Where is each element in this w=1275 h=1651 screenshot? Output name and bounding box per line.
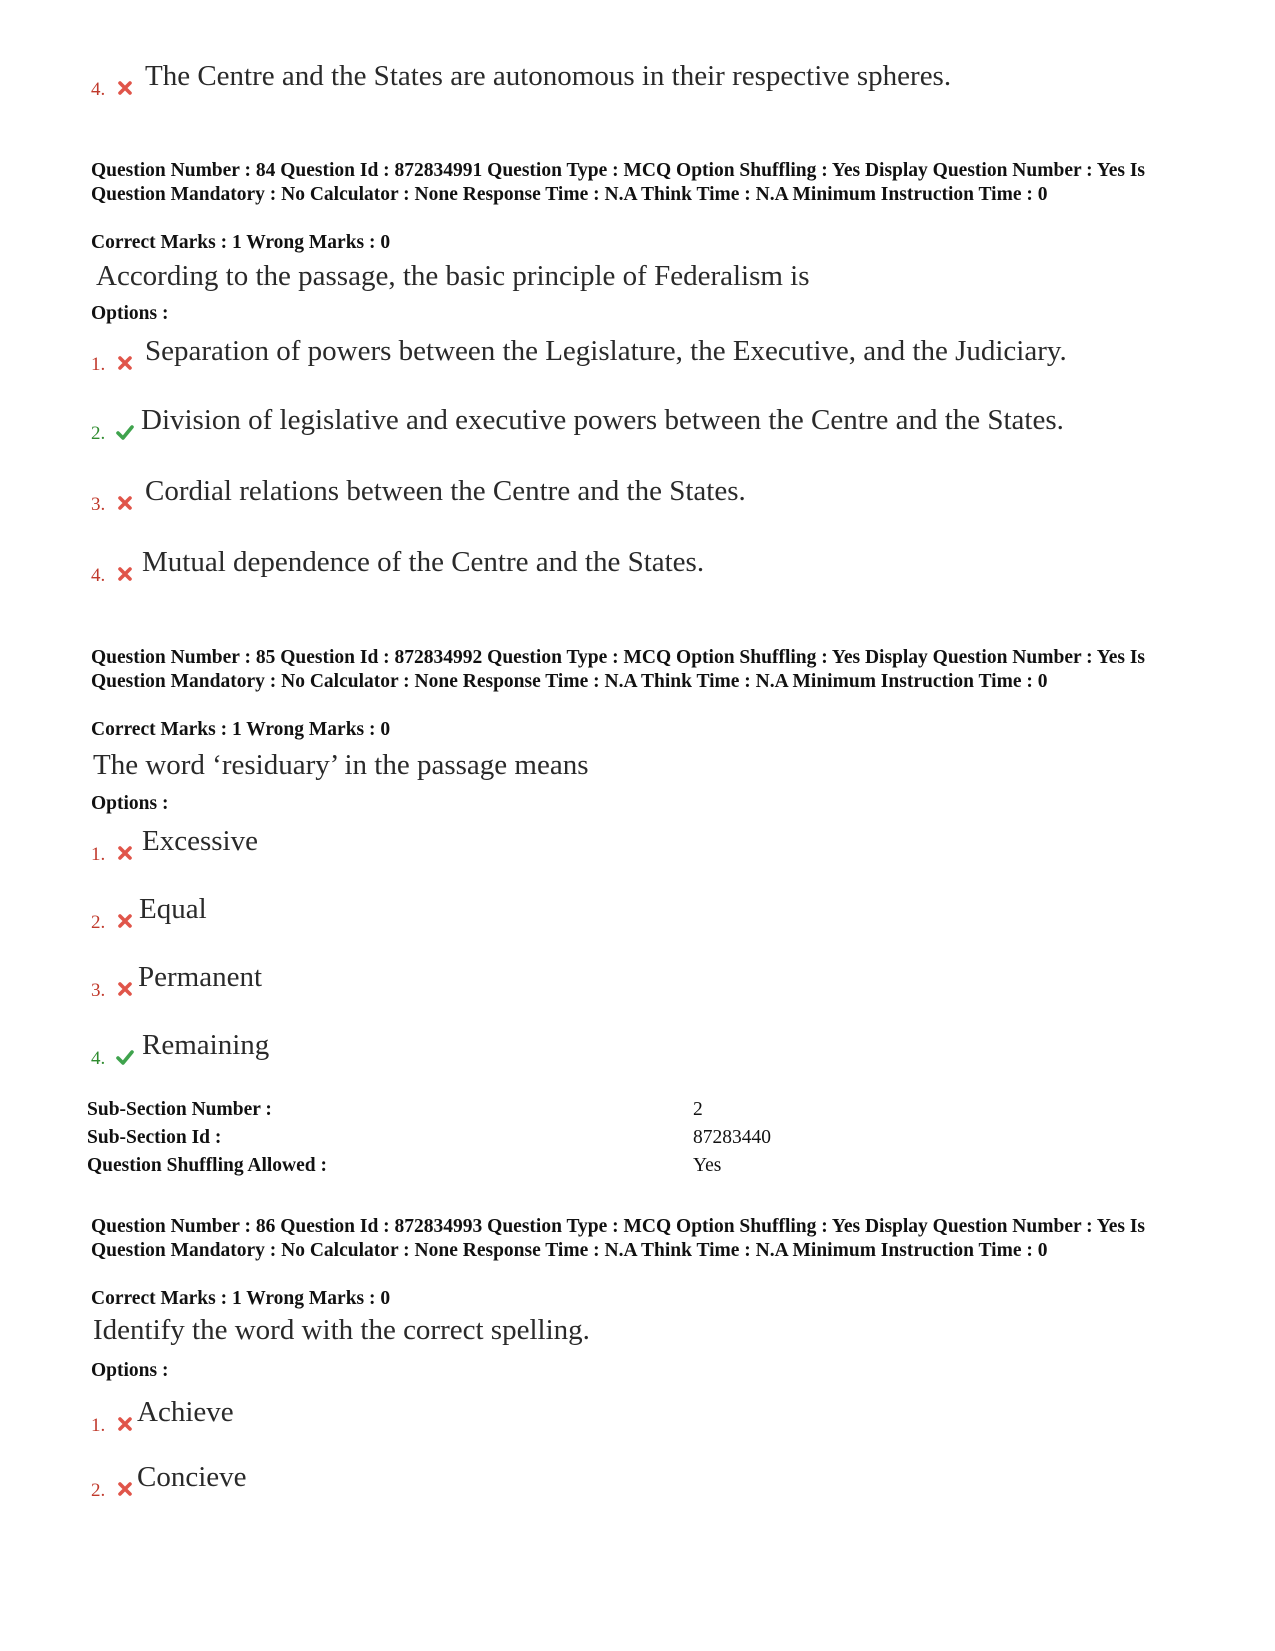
check-mark-icon bbox=[116, 423, 134, 441]
option-number: 3. bbox=[91, 494, 106, 515]
question-marks: Correct Marks : 1 Wrong Marks : 0 bbox=[91, 719, 391, 740]
question-shuffling-value: Yes bbox=[693, 1155, 722, 1176]
option-number: 3. bbox=[91, 980, 106, 1001]
cross-mark-icon bbox=[116, 494, 134, 512]
option-item bbox=[91, 541, 1191, 591]
option-number: 2. bbox=[91, 423, 106, 444]
option-number: 4. bbox=[91, 565, 106, 586]
cross-mark-icon bbox=[116, 1480, 134, 1498]
option-item bbox=[91, 1391, 1191, 1441]
option-text: Excessive bbox=[142, 825, 258, 857]
option-text: Separation of powers between the Legislature, the Executive, and the Judiciary. bbox=[145, 335, 1067, 367]
question-shuffling-label: Question Shuffling Allowed : bbox=[87, 1155, 328, 1176]
option-item bbox=[91, 888, 1191, 938]
question-meta: Question Number : 84 Question Id : 872834991 Question Type : MCQ Option Shuffling : Yes Display Question Number : Yes Is Question Mandatory : No Calculator : None Response Time : N.A Think Time : N.A Minimum Instruction Time : 0 bbox=[91, 160, 1146, 205]
option-text: Remaining bbox=[142, 1029, 270, 1061]
options-label: Options : bbox=[91, 1360, 169, 1381]
question-meta: Question Number : 86 Question Id : 872834993 Question Type : MCQ Option Shuffling : Yes Display Question Number : Yes Is Question Mandatory : No Calculator : None Response Time : N.A Think Time : N.A Minimum Instruction Time : 0 bbox=[91, 1216, 1146, 1261]
option-number: 4. bbox=[91, 1048, 106, 1069]
question-meta: Question Number : 85 Question Id : 872834992 Question Type : MCQ Option Shuffling : Yes Display Question Number : Yes Is Question Mandatory : No Calculator : None Response Time : N.A Think Time : N.A Minimum Instruction Time : 0 bbox=[91, 647, 1146, 692]
option-text: Division of legislative and executive powers between the Centre and the States. bbox=[141, 404, 1064, 436]
cross-mark-icon bbox=[116, 980, 134, 998]
option-number: 1. bbox=[91, 1415, 106, 1436]
cross-mark-icon bbox=[116, 912, 134, 930]
option-item bbox=[91, 55, 1191, 105]
question-text: The word ‘residuary’ in the passage means bbox=[93, 749, 589, 781]
question-marks: Correct Marks : 1 Wrong Marks : 0 bbox=[91, 232, 391, 253]
option-text: The Centre and the States are autonomous in their respective spheres. bbox=[145, 60, 952, 92]
check-mark-icon bbox=[116, 1048, 134, 1066]
option-item bbox=[91, 956, 1191, 1006]
options-label: Options : bbox=[91, 303, 169, 324]
option-item bbox=[91, 330, 1191, 380]
option-item bbox=[91, 820, 1191, 870]
subsection-id-value: 87283440 bbox=[693, 1127, 771, 1148]
option-text: Cordial relations between the Centre and the States. bbox=[145, 475, 746, 507]
question-text: According to the passage, the basic principle of Federalism is bbox=[96, 260, 810, 292]
option-item bbox=[91, 1024, 1191, 1074]
subsection-number-value: 2 bbox=[693, 1099, 703, 1120]
option-item bbox=[91, 1456, 1191, 1506]
option-text: Achieve bbox=[137, 1396, 234, 1428]
options-label: Options : bbox=[91, 793, 169, 814]
cross-mark-icon bbox=[116, 1415, 134, 1433]
option-item bbox=[91, 470, 1191, 520]
subsection-id-label: Sub-Section Id : bbox=[87, 1127, 222, 1148]
cross-mark-icon bbox=[116, 844, 134, 862]
option-text: Concieve bbox=[137, 1461, 247, 1493]
option-text: Permanent bbox=[138, 961, 263, 993]
option-number: 2. bbox=[91, 1480, 106, 1501]
option-text: Mutual dependence of the Centre and the States. bbox=[142, 546, 705, 578]
question-marks: Correct Marks : 1 Wrong Marks : 0 bbox=[91, 1288, 391, 1309]
subsection-number-label: Sub-Section Number : bbox=[87, 1099, 272, 1120]
option-number: 2. bbox=[91, 912, 106, 933]
cross-mark-icon bbox=[116, 565, 134, 583]
cross-mark-icon bbox=[116, 354, 134, 372]
option-number: 4. bbox=[91, 79, 106, 100]
option-number: 1. bbox=[91, 354, 106, 375]
cross-mark-icon bbox=[116, 79, 134, 97]
option-text: Equal bbox=[139, 893, 207, 925]
option-number: 1. bbox=[91, 844, 106, 865]
option-item bbox=[91, 399, 1191, 449]
question-text: Identify the word with the correct spelling. bbox=[93, 1314, 590, 1346]
